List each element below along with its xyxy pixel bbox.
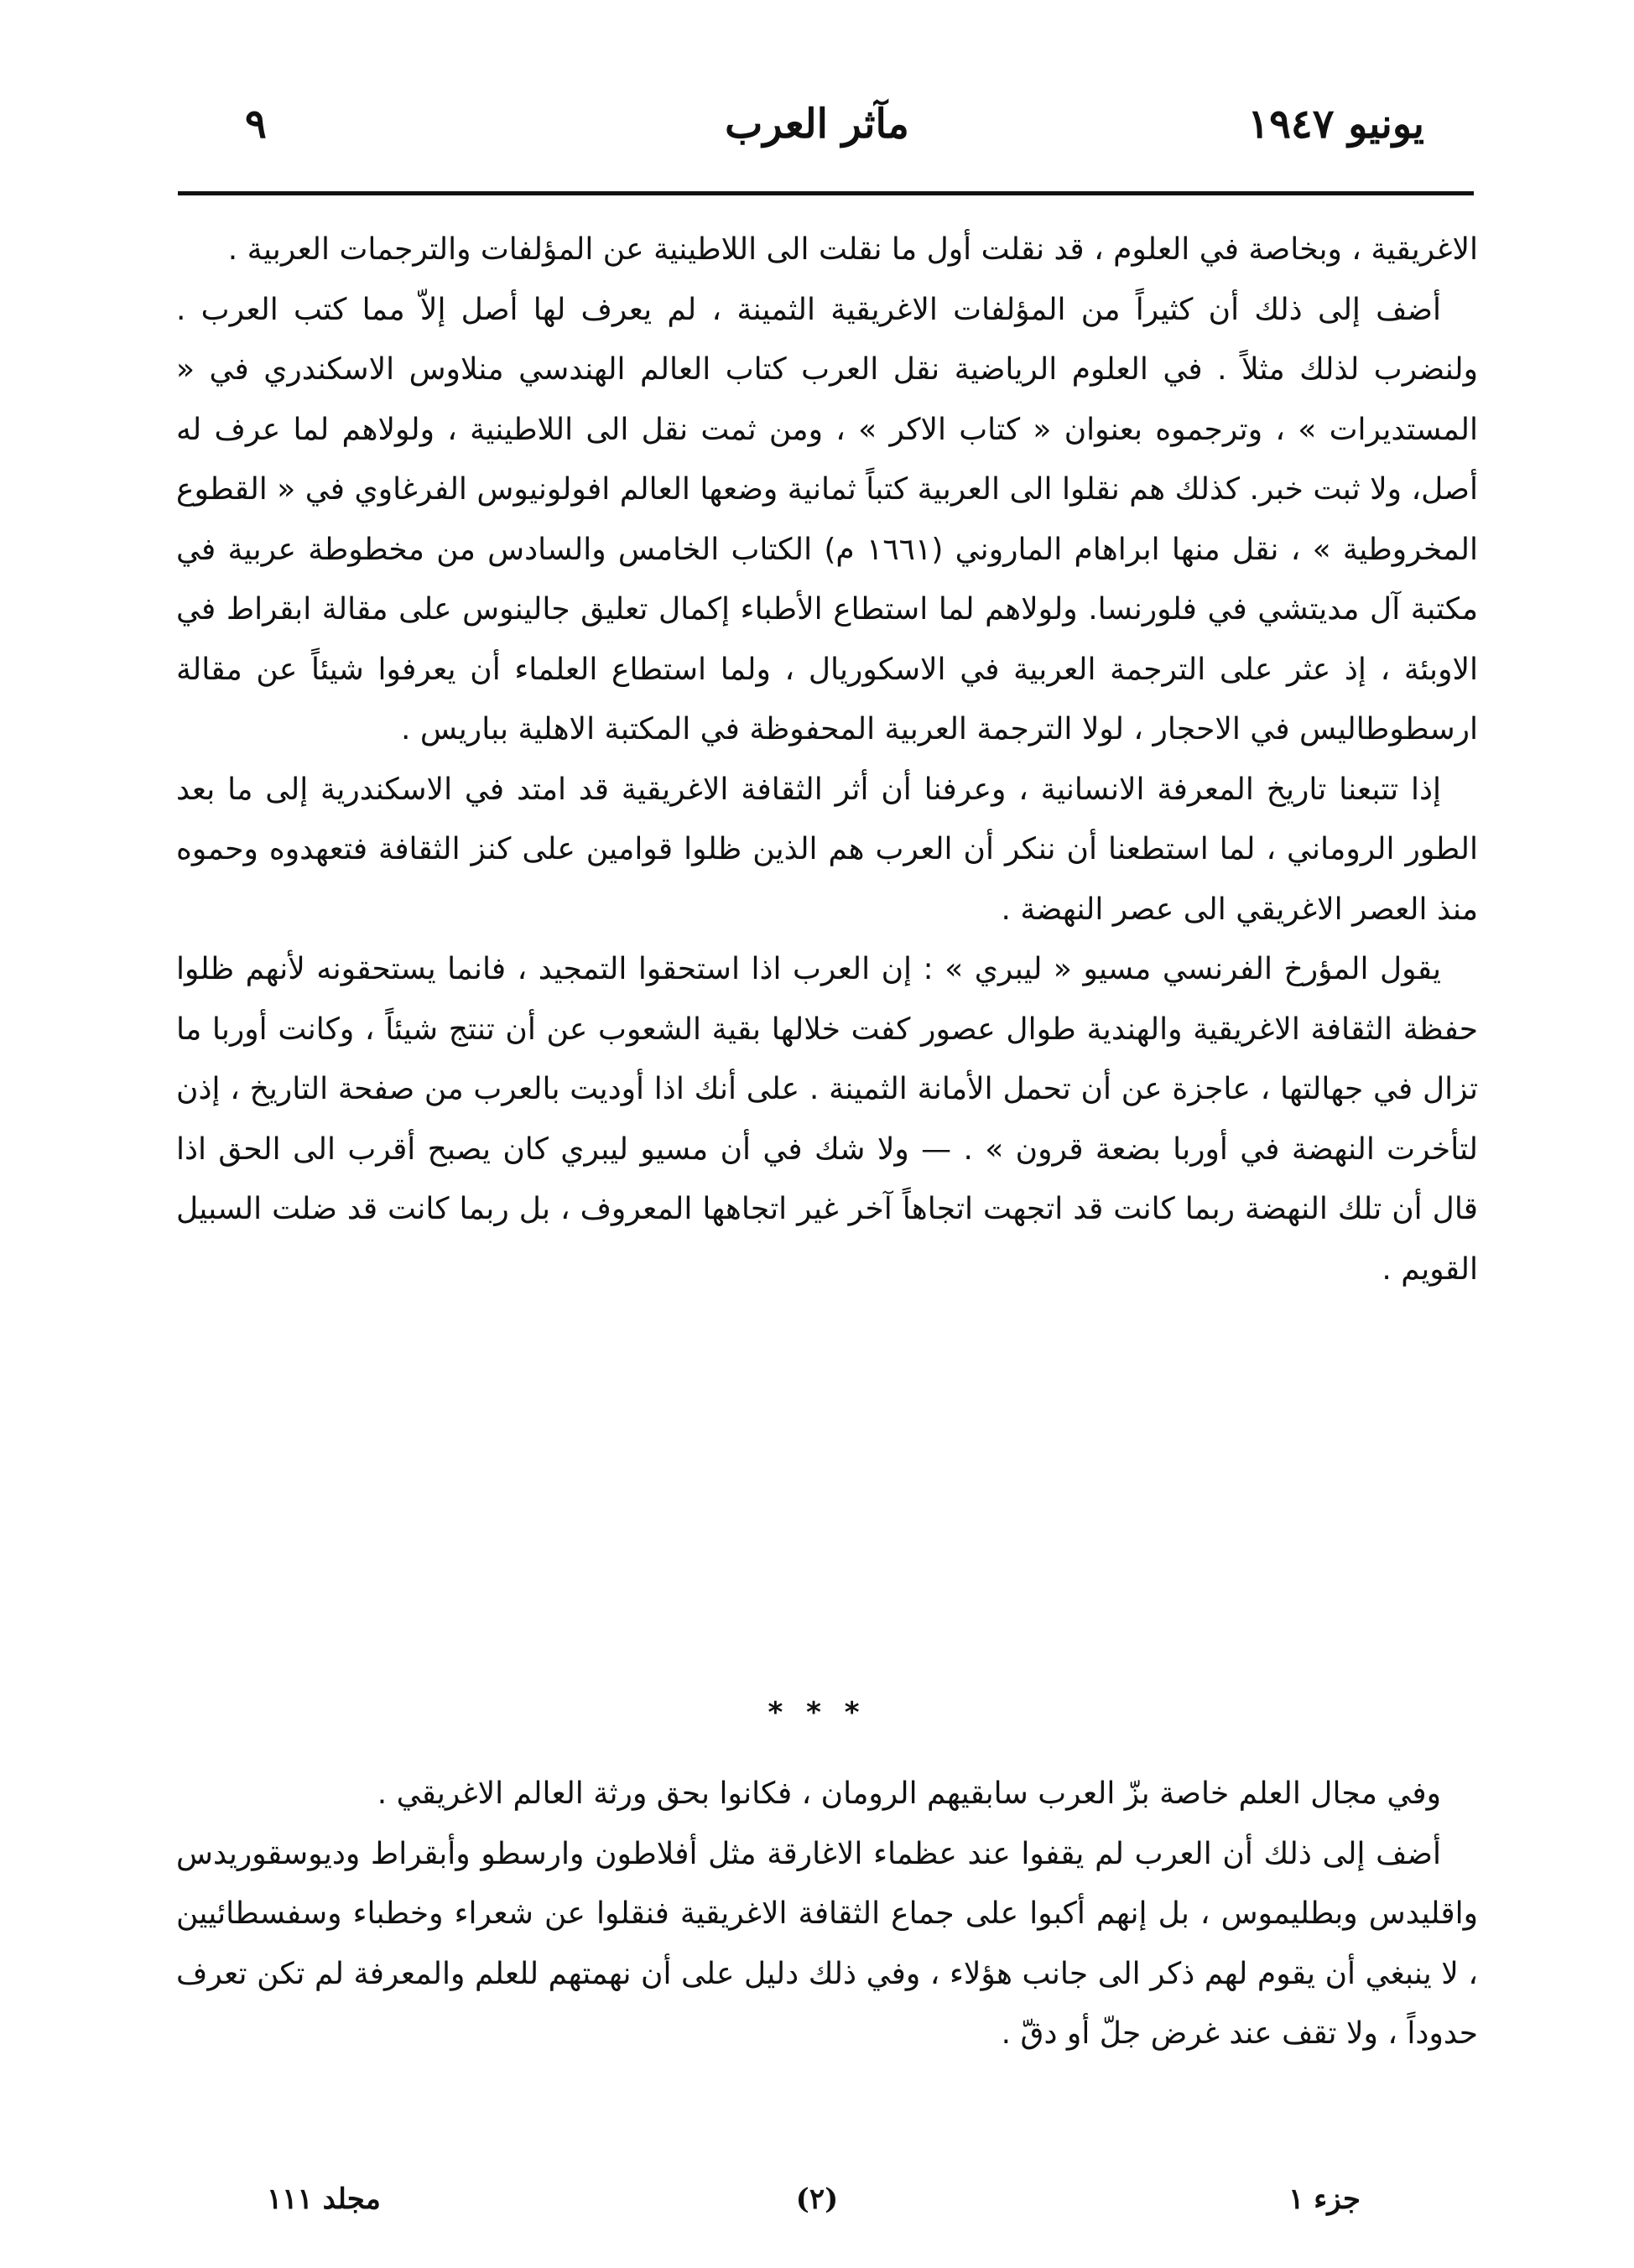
section-separator: * * *: [768, 1696, 866, 1730]
paragraph-greek-authors: أضف إلى ذلك أن العرب لم يقفوا عند عظماء الاغارقة مثل أفلاطون وارسطو وأبقراط وديوسقوريدس واقليدس وبطليموس ، بل إنهم أكبوا على جماع الثقافة الاغريقية فنقلوا عن شعراء وخطباء وسفسطائيين ، لا ينبغي أن يقوم لهم ذكر الى جانب هؤلاء ، وفي ذلك دليل على أن نهمتهم للعلم والمعرفة لم تكن تعرف حدوداً ، ولا تقف عند غرض جلّ أو دقّ .: [176, 1836, 1478, 2051]
header-title: مآثر العرب: [725, 101, 909, 148]
paragraph-science: وفي مجال العلم خاصة بزّ العرب سابقيهم الرومان ، فكانوا بحق ورثة العالم الاغريقي .: [377, 1776, 1441, 1811]
header-rule: [178, 191, 1474, 195]
header-date: يونيو ١٩٤٧: [1247, 101, 1424, 148]
paragraph-knowledge-history: إذا تتبعنا تاريخ المعرفة الانسانية ، وعرفنا أن أثر الثقافة الاغريقية قد امتد في الاسكندرية إلى ما بعد الطور الروماني ، لما استطعنا أن ننكر أن العرب هم الذين ظلوا قوامين على كنز الثقافة فتعهدوه وحموه منذ العصر الاغريقي الى عصر النهضة .: [176, 772, 1478, 927]
article-body-continued: [176, 1764, 1478, 2064]
footer-volume: مجلد ١١١: [267, 2182, 381, 2216]
article-body: [176, 220, 1478, 1299]
footer-sheet-number: (٢): [795, 2182, 839, 2216]
paragraph-libri-quote: يقول المؤرخ الفرنسي مسيو « ليبري » : إن العرب اذا استحقوا التمجيد ، فانما يستحقونه لأنهم ظلوا حفظة الثقافة الاغريقية والهندية طوال عصور كفت خلالها بقية الشعوب عن أن تنتج شيئاً ، وكانت أوربا ما تزال في جهالتها ، عاجزة عن أن تحمل الأمانة الثمينة . على أنك اذا أوديت بالعرب من صفحة التاريخ ، إذن لتأخرت النهضة في أوربا بضعة قرون » . — ولا شك في أن مسيو ليبري كان يصبح أقرب الى الحق اذا قال أن تلك النهضة ربما كانت قد اتجهت اتجاهاً آخر غير اتجاهها المعروف ، بل ربما كانت قد ضلت السبيل القويم .: [176, 952, 1478, 1287]
footer-part: جزء ١: [1288, 2182, 1361, 2216]
page-number: ٩: [245, 101, 267, 148]
paragraph-continued: الاغريقية ، وبخاصة في العلوم ، قد نقلت أول ما نقلت الى اللاطينية عن المؤلفات والترجمات العربية .: [227, 232, 1478, 267]
paragraph-examples: أضف إلى ذلك أن كثيراً من المؤلفات الاغريقية الثمينة ، لم يعرف لها أصل إلاّ مما كتب العرب . ولنضرب لذلك مثلاً . في العلوم الرياضية نقل العرب كتاب العالم الهندسي منلاوس الاسكندري في « المستديرات » ، وترجموه بعنوان « كتاب الاكر » ، ومن ثمت نقل الى اللاطينية ، ولولاهم لما عرف له أصل، ولا ثبت خبر. كذلك هم نقلوا الى العربية كتباً ثمانية وضعها العالم افولونيوس الفرغاوي في « القطوع المخروطية » ، نقل منها ابراهام الماروني (١٦٦١ م) الكتاب الخامس والسادس من مخطوطة عربية في مكتبة آل مديتشي في فلورنسا. ولولاهم لما استطاع الأطباء إكمال تعليق جالينوس على مقالة ابقراط في الاوبئة ، إذ عثر على الترجمة العربية في الاسكوريال ، ولما استطاع العلماء أن يعرفوا شيئاً عن مقالة ارسطوطاليس في الاحجار ، لولا الترجمة العربية المحفوظة في المكتبة الاهلية بباريس .: [176, 292, 1478, 746]
